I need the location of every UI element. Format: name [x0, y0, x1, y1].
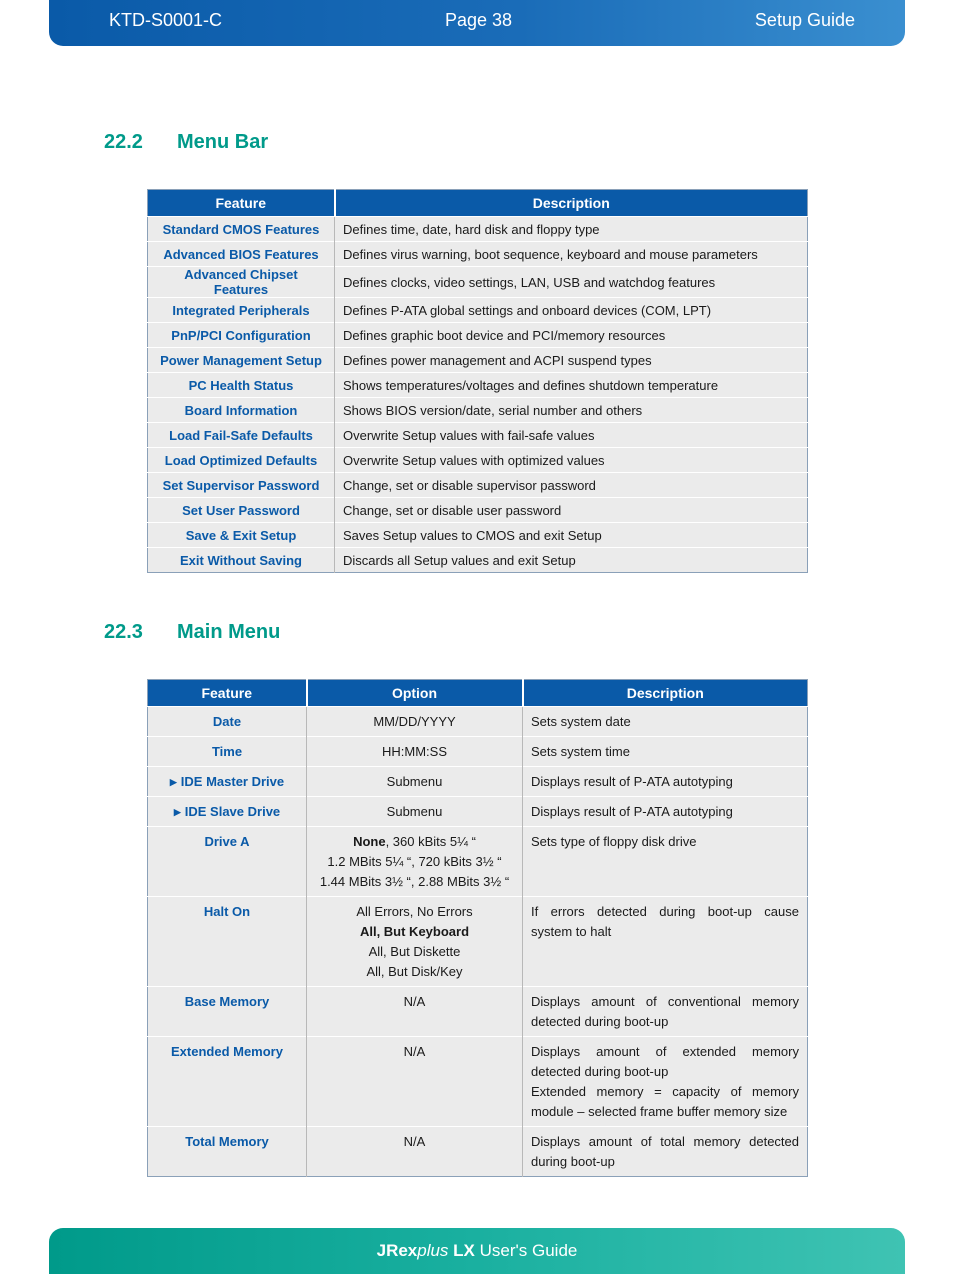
option-text: All, But Diskette [368, 944, 461, 959]
table-row [148, 498, 808, 523]
description-line: Extended memory = capacity of memory module – selected frame buffer memory size [531, 1084, 799, 1119]
feature-label: Total Memory [185, 1134, 269, 1149]
table-row [148, 737, 808, 767]
table-row [148, 398, 808, 423]
description-cell: Change, set or disable supervisor password [335, 473, 808, 498]
option-text: Submenu [386, 804, 443, 819]
table-row [148, 897, 808, 987]
option-text: N/A [403, 994, 426, 1009]
description-cell: Defines P-ATA global settings and onboard devices (COM, LPT) [335, 298, 808, 323]
option-line [315, 872, 514, 892]
table-row [148, 373, 808, 398]
submenu-arrow-icon: ▶ [169, 777, 177, 787]
feature-label: Date [212, 714, 242, 729]
feature-cell: Board Information [148, 398, 335, 423]
table-row [148, 548, 808, 573]
description-cell: Shows BIOS version/date, serial number and others [335, 398, 808, 423]
option-line [315, 902, 514, 922]
option-line [315, 1132, 514, 1152]
option-cell [307, 987, 523, 1037]
description-line: Displays amount of total memory detected during boot-up [531, 1134, 799, 1169]
option-cell [307, 767, 523, 797]
option-line [315, 922, 514, 942]
table-row [148, 1127, 808, 1177]
description-cell: Overwrite Setup values with fail-safe values [335, 423, 808, 448]
feature-label: Base Memory [184, 994, 270, 1009]
menu-bar-table [147, 189, 808, 573]
feature-cell: Integrated Peripherals [148, 298, 335, 323]
option-line [315, 1042, 514, 1062]
table-row [148, 217, 808, 242]
description-cell: Defines graphic boot device and PCI/memory resources [335, 323, 808, 348]
description-line: Displays amount of conventional memory detected during boot-up [531, 994, 799, 1029]
column-header-feature: Feature [148, 190, 335, 217]
option-line [315, 942, 514, 962]
table-row [148, 348, 808, 373]
description-cell [523, 987, 808, 1037]
feature-cell: Exit Without Saving [148, 548, 335, 573]
feature-cell: Save & Exit Setup [148, 523, 335, 548]
feature-cell [148, 767, 307, 797]
description-line: If errors detected during boot-up cause system to halt [531, 904, 799, 939]
description-cell [523, 897, 808, 987]
description-line: Sets system date [531, 714, 631, 729]
column-header-feature: Feature [148, 680, 307, 707]
option-text: 1.2 MBits 5¼ “, 720 kBits 3½ “ [327, 854, 502, 869]
description-line: Displays result of P-ATA autotyping [531, 774, 733, 789]
page-header [49, 0, 905, 46]
option-default: None [353, 834, 386, 849]
option-cell [307, 707, 523, 737]
option-cell [307, 737, 523, 767]
description-line: Displays result of P-ATA autotyping [531, 804, 733, 819]
option-text: N/A [403, 1134, 426, 1149]
section-number: 22.2 [104, 131, 143, 153]
description-cell [523, 737, 808, 767]
description-line: Sets type of floppy disk drive [531, 834, 697, 849]
feature-cell [148, 737, 307, 767]
section-heading-main-menu [104, 621, 280, 644]
column-header-description: Description [335, 190, 808, 217]
description-cell [523, 797, 808, 827]
description-cell: Shows temperatures/voltages and defines shutdown temperature [335, 373, 808, 398]
feature-cell: Advanced BIOS Features [148, 242, 335, 267]
feature-cell: Load Optimized Defaults [148, 448, 335, 473]
description-cell [523, 1037, 808, 1127]
description-cell: Defines power management and ACPI suspend types [335, 348, 808, 373]
feature-cell: PC Health Status [148, 373, 335, 398]
option-cell [307, 797, 523, 827]
description-cell: Change, set or disable user password [335, 498, 808, 523]
main-menu-table [147, 679, 808, 1177]
table-row [148, 298, 808, 323]
option-line [315, 772, 514, 792]
feature-cell: Standard CMOS Features [148, 217, 335, 242]
feature-cell: Set Supervisor Password [148, 473, 335, 498]
table-row [148, 987, 808, 1037]
feature-label: Drive A [204, 834, 250, 849]
feature-cell [148, 987, 307, 1037]
submenu-arrow-icon: ▶ [173, 807, 181, 817]
column-header-description: Description [523, 680, 808, 707]
description-cell [523, 767, 808, 797]
section-number: 22.3 [104, 621, 143, 643]
feature-cell [148, 827, 307, 897]
description-cell: Defines virus warning, boot sequence, keyboard and mouse parameters [335, 242, 808, 267]
section-title: Main Menu [177, 621, 281, 643]
option-text: MM/DD/YYYY [373, 714, 456, 729]
description-cell: Saves Setup values to CMOS and exit Setup [335, 523, 808, 548]
table-row [148, 523, 808, 548]
description-cell: Defines time, date, hard disk and floppy type [335, 217, 808, 242]
footer-brand-plus: plus [417, 1241, 449, 1260]
feature-label: IDE Slave Drive [184, 804, 281, 819]
feature-cell: PnP/PCI Configuration [148, 323, 335, 348]
description-cell [523, 1127, 808, 1177]
feature-label: Extended Memory [171, 1044, 283, 1059]
option-text: 1.44 MBits 3½ “, 2.88 MBits 3½ “ [319, 874, 510, 889]
table-row [148, 267, 808, 298]
option-line [315, 742, 514, 762]
table-row [148, 827, 808, 897]
page-footer [49, 1228, 905, 1274]
feature-cell [148, 897, 307, 987]
table-row [148, 242, 808, 267]
option-text: Submenu [386, 774, 443, 789]
description-cell [523, 827, 808, 897]
feature-cell: Load Fail-Safe Defaults [148, 423, 335, 448]
column-header-option: Option [307, 680, 523, 707]
page-number: Page 38 [445, 10, 513, 30]
table-row [148, 1037, 808, 1127]
description-cell [523, 707, 808, 737]
option-cell [307, 897, 523, 987]
option-line [315, 962, 514, 982]
footer-brand: JRex [376, 1241, 418, 1260]
option-line [315, 802, 514, 822]
option-cell [307, 1127, 523, 1177]
table-row [148, 448, 808, 473]
table-row [148, 323, 808, 348]
feature-cell: Set User Password [148, 498, 335, 523]
option-cell [307, 827, 523, 897]
table-row [148, 707, 808, 737]
document-id: KTD-S0001-C [109, 10, 223, 30]
feature-cell [148, 1127, 307, 1177]
option-text: All, But Keyboard [359, 924, 470, 939]
feature-cell: Power Management Setup [148, 348, 335, 373]
feature-label: IDE Master Drive [180, 774, 285, 789]
option-text: , 360 kBits 5¼ “ [385, 834, 476, 849]
feature-label: Halt On [203, 904, 251, 919]
option-line [315, 992, 514, 1012]
description-cell: Defines clocks, video settings, LAN, USB and watchdog features [335, 267, 808, 298]
feature-cell [148, 797, 307, 827]
footer-model: LX [453, 1241, 475, 1260]
description-cell: Discards all Setup values and exit Setup [335, 548, 808, 573]
table-row [148, 767, 808, 797]
option-cell [307, 1037, 523, 1127]
feature-cell: Advanced Chipset Features [148, 267, 335, 298]
description-line: Sets system time [531, 744, 630, 759]
option-text: All Errors, No Errors [356, 904, 473, 919]
option-line [315, 832, 514, 852]
feature-cell [148, 1037, 307, 1127]
table-row [148, 423, 808, 448]
feature-label: Time [211, 744, 243, 759]
table-row [148, 797, 808, 827]
section-heading-menu-bar [104, 131, 268, 154]
option-text: All, But Disk/Key [366, 964, 463, 979]
description-cell: Overwrite Setup values with optimized values [335, 448, 808, 473]
description-line: Displays amount of extended memory detected during boot-up [531, 1044, 799, 1079]
footer-suffix: User's Guide [479, 1241, 578, 1260]
option-text: N/A [403, 1044, 426, 1059]
feature-cell [148, 707, 307, 737]
option-text: HH:MM:SS [382, 744, 447, 759]
option-line [315, 852, 514, 872]
table-row [148, 473, 808, 498]
option-line [315, 712, 514, 732]
section-title: Menu Bar [177, 131, 269, 153]
guide-title: Setup Guide [754, 10, 855, 30]
